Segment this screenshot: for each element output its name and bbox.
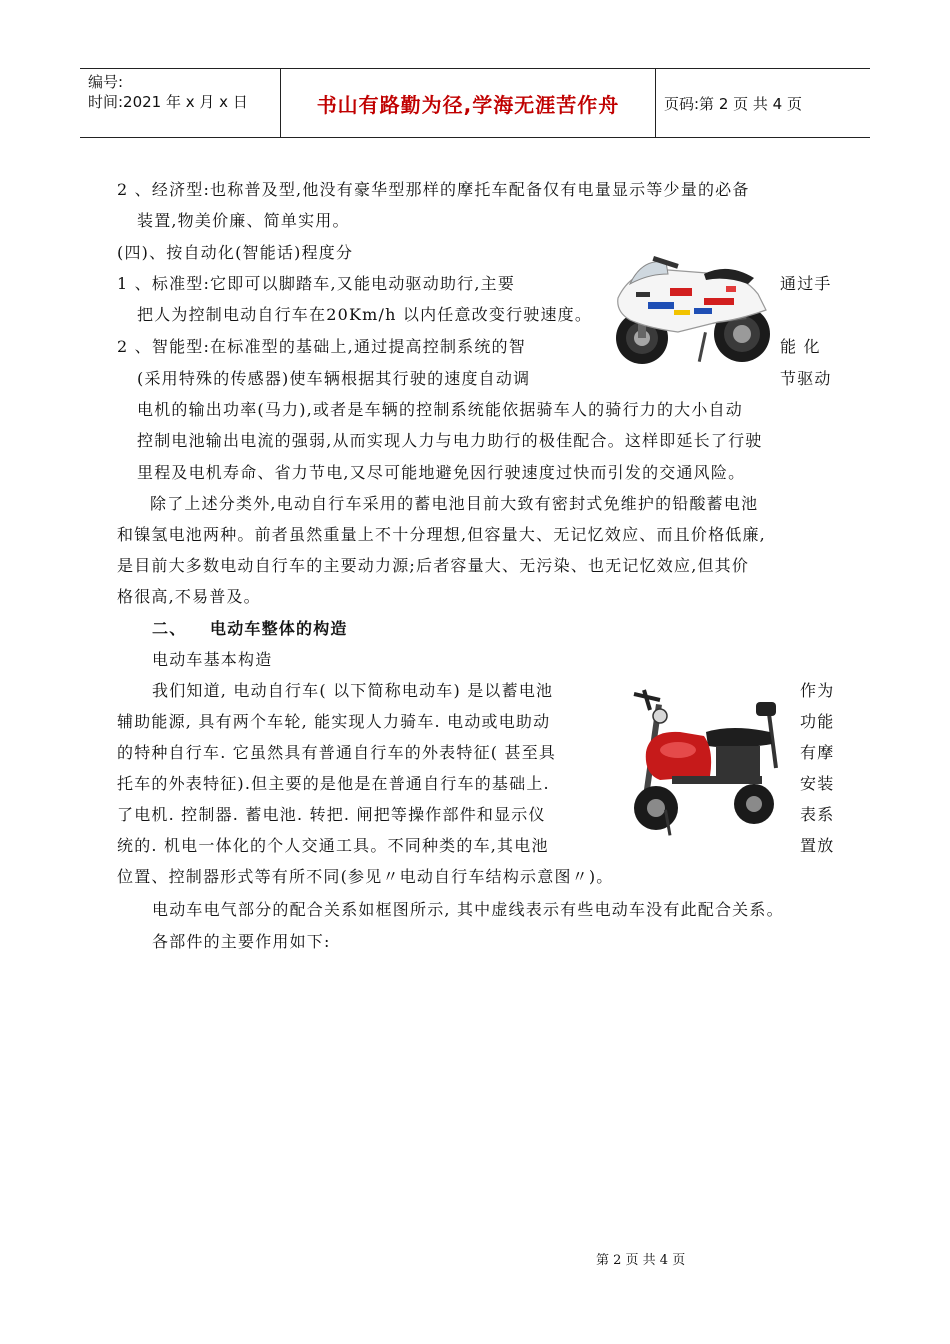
header-motto-cell [281,69,656,137]
body-line: 作为 [800,681,835,700]
body-line: 把人为控制电动自行车在20Km/h 以内任意改变行驶速度。 [137,305,593,324]
body-line: 的特种自行车. 它虽然具有普通自行车的外表特征( 甚至具 [117,743,557,762]
subheading: 电动车基本构造 [152,650,273,669]
document-number: 编号: [88,73,124,91]
body-line: 格很高,不易普及。 [117,587,261,606]
body-line: 电动车电气部分的配合关系如框图所示, 其中虚线表示有些电动车没有此配合关系。 [152,900,784,919]
document-date: 时间:2021 年 x 月 x 日 [88,93,248,111]
body-line: 统的. 机电一体化的个人交通工具。不同种类的车,其电池 [117,836,549,855]
page-footer: 第 2 页 共 4 页 [596,1253,686,1268]
body-line: 各部件的主要作用如下: [152,932,331,951]
body-line: 节驱动 [780,369,832,388]
body-line: 是目前大多数电动自行车的主要动力源;后者容量大、无污染、也无记忆效应,但其价 [117,556,750,575]
header-info-cell [80,69,281,137]
motto: 书山有路勤为径,学海无涯苦作舟 [316,92,620,117]
body-line: 电机的输出功率(马力),或者是车辆的控制系统能依据骑车人的骑行力的大小自动 [137,400,743,419]
body-line: 2 、智能型:在标准型的基础上,通过提高控制系统的智 [117,337,526,356]
body-line: 我们知道, 电动自行车( 以下简称电动车) 是以蓄电池 [152,681,554,700]
body-line: 装置,物美价廉、简单实用。 [137,211,350,230]
section-heading: (四)、按自动化(智能话)程度分 [117,243,354,262]
chapter-title: 电动车整体的构造 [210,619,348,638]
body-line: 安装 [800,774,835,793]
body-line: 通过手 [780,274,832,293]
body-line: 辅助能源, 具有两个车轮, 能实现人力骑车. 电动或电助动 [117,712,551,731]
header-page-cell [656,69,870,137]
red-mini-electric-scooter-image [620,680,790,840]
body-line: 位置、控制器形式等有所不同(参见〃电动自行车结构示意图〃)。 [117,867,614,886]
body-line: 控制电池输出电流的强弱,从而实现人力与电力助行的极佳配合。这样即延长了行驶 [137,431,763,450]
body-line: 1 、标准型:它即可以脚踏车,又能电动驱动助行,主要 [117,274,516,293]
body-line: 有摩 [800,743,835,762]
page-header [80,68,870,138]
body-line: 功能 [800,712,835,731]
body-line: 和镍氢电池两种。前者虽然重量上不十分理想,但容量大、无记忆效应、而且价格低廉, [117,525,766,544]
white-racing-mini-motorbike-image [608,248,776,368]
page-number: 页码:第 2 页 共 4 页 [664,94,802,113]
body-line: 了电机. 控制器. 蓄电池. 转把. 闸把等操作部件和显示仪 [117,805,546,824]
body-line: 托车的外表特征).但主要的是他是在普通自行车的基础上. [117,774,550,793]
chapter-number: 二、 [152,619,187,638]
body-line: 里程及电机寿命、省力节电,又尽可能地避免因行驶速度过快而引发的交通风险。 [137,463,746,482]
body-line: (采用特殊的传感器)使车辆根据其行驶的速度自动调 [137,369,531,388]
body-line: 2 、经济型:也称普及型,他没有豪华型那样的摩托车配备仅有电量显示等少量的必备 [117,180,750,199]
body-line: 置放 [800,836,835,855]
body-line: 表系 [800,805,835,824]
body-line: 能 化 [780,337,821,356]
body-line: 除了上述分类外,电动自行车采用的蓄电池目前大致有密封式免维护的铅酸蓄电池 [150,494,759,513]
